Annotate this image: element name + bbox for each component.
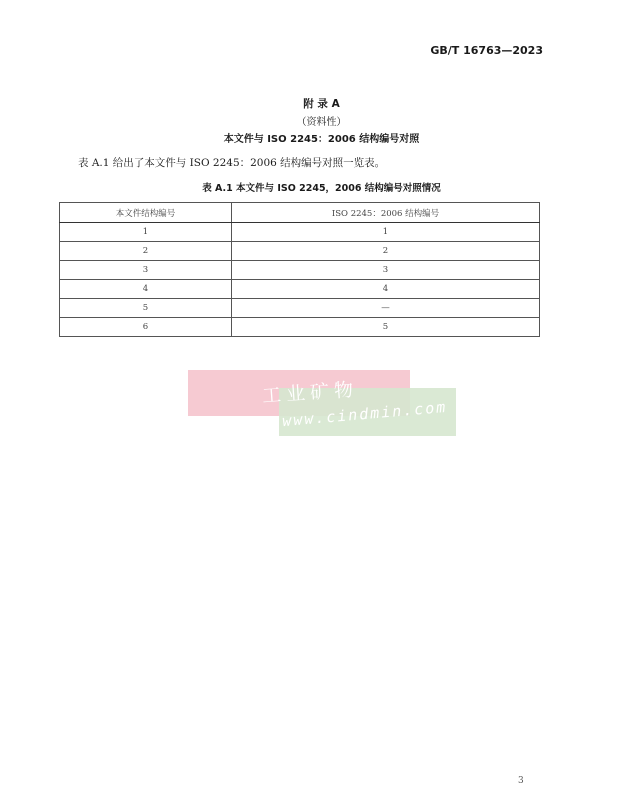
- table-cell: 3: [232, 261, 540, 280]
- appendix-title: 本文件与 ISO 2245：2006 结构编号对照: [223, 134, 420, 145]
- table-caption: 表 A.1 本文件与 ISO 2245，2006 结构编号对照情况: [202, 183, 441, 194]
- table-cell: 5: [232, 318, 540, 337]
- table-cell: 3: [60, 261, 232, 280]
- watermark-url: www.cindmin.com: [281, 397, 448, 431]
- comparison-table: [59, 202, 540, 337]
- intro-paragraph: 表 A.1 给出了本文件与 ISO 2245：2006 结构编号对照一览表。: [78, 157, 386, 169]
- table-cell: 4: [232, 280, 540, 299]
- page-number: 3: [518, 776, 524, 786]
- table-row: [60, 223, 540, 242]
- table-header-row: [60, 203, 540, 223]
- table-cell: 1: [60, 223, 232, 242]
- appendix-nature: （资料性）: [296, 117, 347, 128]
- table-cell: 2: [232, 242, 540, 261]
- column-header: 本文件结构编号: [60, 203, 232, 223]
- table-cell: 4: [60, 280, 232, 299]
- watermark-text: 工业矿物: [261, 378, 359, 408]
- table-row: [60, 299, 540, 318]
- table-row: [60, 242, 540, 261]
- table-row: [60, 318, 540, 337]
- standard-number: GB/T 16763—2023: [430, 44, 543, 57]
- table-row: [60, 280, 540, 299]
- table-cell: 6: [60, 318, 232, 337]
- appendix-label: 附 录 A: [303, 98, 340, 110]
- table-row: [60, 261, 540, 280]
- column-header: ISO 2245：2006 结构编号: [232, 203, 540, 223]
- table-cell: 5: [60, 299, 232, 318]
- table-cell: —: [232, 299, 540, 318]
- table-cell: 1: [232, 223, 540, 242]
- table-cell: 2: [60, 242, 232, 261]
